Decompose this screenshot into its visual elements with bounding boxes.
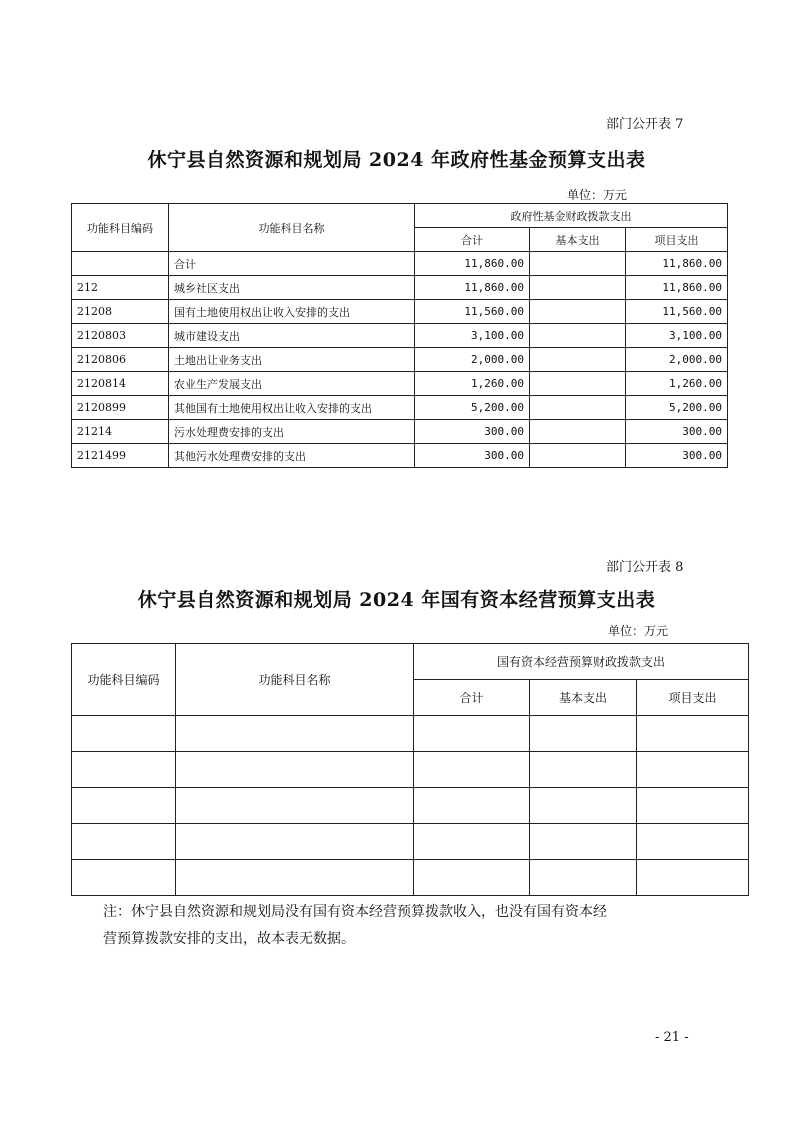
table-row <box>72 348 728 372</box>
cell-project: 5,200.00 <box>626 396 728 420</box>
cell-code <box>72 252 169 276</box>
table8-header-code: 功能科目编码 <box>72 644 176 716</box>
cell-code: 2120803 <box>72 324 169 348</box>
table-row <box>72 444 728 468</box>
table8-header-name: 功能科目名称 <box>176 644 414 716</box>
cell-total: 11,560.00 <box>415 300 530 324</box>
page-number: - 21 - <box>655 1030 689 1045</box>
cell-project: 3,100.00 <box>626 324 728 348</box>
table8-header-project: 项目支出 <box>637 680 749 716</box>
cell-total: 300.00 <box>415 444 530 468</box>
table7-header-project: 项目支出 <box>626 228 728 252</box>
cell-basic <box>530 252 626 276</box>
cell-empty <box>414 716 530 752</box>
table-row <box>72 276 728 300</box>
cell-basic <box>530 324 626 348</box>
cell-empty <box>637 752 749 788</box>
cell-name: 其他污水处理费安排的支出 <box>169 444 415 468</box>
cell-basic <box>530 420 626 444</box>
table7-header-name: 功能科目名称 <box>169 204 415 252</box>
table-row <box>72 420 728 444</box>
table7-unit: 单位：万元 <box>567 188 628 202</box>
table-row <box>72 324 728 348</box>
cell-empty <box>414 824 530 860</box>
cell-name: 农业生产发展支出 <box>169 372 415 396</box>
table-row <box>72 860 749 896</box>
cell-name: 其他国有土地使用权出让收入安排的支出 <box>169 396 415 420</box>
cell-empty <box>414 752 530 788</box>
table8-header-basic: 基本支出 <box>530 680 637 716</box>
cell-code: 21214 <box>72 420 169 444</box>
cell-code: 2120806 <box>72 348 169 372</box>
cell-basic <box>530 348 626 372</box>
cell-code: 212 <box>72 276 169 300</box>
table-row <box>72 300 728 324</box>
cell-empty <box>414 860 530 896</box>
table8-note-line2: 营预算拨款安排的支出，故本表无数据。 <box>103 931 355 947</box>
cell-empty <box>530 860 637 896</box>
cell-code: 2120899 <box>72 396 169 420</box>
cell-project: 11,560.00 <box>626 300 728 324</box>
cell-project: 300.00 <box>626 420 728 444</box>
cell-empty <box>176 788 414 824</box>
cell-basic <box>530 276 626 300</box>
cell-total: 5,200.00 <box>415 396 530 420</box>
cell-empty <box>637 788 749 824</box>
table-row <box>72 824 749 860</box>
cell-project: 1,260.00 <box>626 372 728 396</box>
table8-title: 休宁县自然资源和规划局 2024 年国有资本经营预算支出表 <box>137 589 656 611</box>
cell-basic <box>530 396 626 420</box>
table7-label: 部门公开表 7 <box>606 117 684 132</box>
table7-header-code: 功能科目编码 <box>72 204 169 252</box>
table-row <box>72 752 749 788</box>
table7-header-total: 合计 <box>415 228 530 252</box>
cell-empty <box>176 716 414 752</box>
cell-name: 污水处理费安排的支出 <box>169 420 415 444</box>
cell-total: 11,860.00 <box>415 252 530 276</box>
cell-empty <box>176 860 414 896</box>
cell-empty <box>72 752 176 788</box>
cell-name: 合计 <box>169 252 415 276</box>
cell-name: 土地出让业务支出 <box>169 348 415 372</box>
table-row <box>72 372 728 396</box>
cell-empty <box>72 824 176 860</box>
cell-empty <box>530 824 637 860</box>
table-row <box>72 252 728 276</box>
cell-code: 21208 <box>72 300 169 324</box>
cell-empty <box>637 860 749 896</box>
cell-empty <box>414 788 530 824</box>
table8-header-total: 合计 <box>414 680 530 716</box>
cell-code: 2121499 <box>72 444 169 468</box>
table8-unit: 单位：万元 <box>608 624 669 638</box>
table7 <box>71 203 728 468</box>
table8 <box>71 643 749 896</box>
table8-header-group: 国有资本经营预算财政拨款支出 <box>414 644 749 680</box>
table8-note-line1: 注：休宁县自然资源和规划局没有国有资本经营预算拨款收入，也没有国有资本经 <box>103 904 607 920</box>
cell-empty <box>72 860 176 896</box>
cell-project: 11,860.00 <box>626 252 728 276</box>
cell-basic <box>530 444 626 468</box>
cell-code: 2120814 <box>72 372 169 396</box>
cell-total: 300.00 <box>415 420 530 444</box>
table-row <box>72 716 749 752</box>
cell-empty <box>72 716 176 752</box>
cell-empty <box>176 824 414 860</box>
table7-header-group: 政府性基金财政拨款支出 <box>415 204 728 228</box>
table7-title: 休宁县自然资源和规划局 2024 年政府性基金预算支出表 <box>147 149 646 171</box>
cell-empty <box>176 752 414 788</box>
cell-empty <box>530 788 637 824</box>
cell-name: 国有土地使用权出让收入安排的支出 <box>169 300 415 324</box>
table-row <box>72 788 749 824</box>
cell-total: 3,100.00 <box>415 324 530 348</box>
cell-basic <box>530 300 626 324</box>
table8-label: 部门公开表 8 <box>606 560 684 575</box>
cell-name: 城市建设支出 <box>169 324 415 348</box>
cell-total: 2,000.00 <box>415 348 530 372</box>
table7-header-basic: 基本支出 <box>530 228 626 252</box>
cell-project: 300.00 <box>626 444 728 468</box>
cell-total: 11,860.00 <box>415 276 530 300</box>
cell-empty <box>530 752 637 788</box>
cell-project: 11,860.00 <box>626 276 728 300</box>
cell-name: 城乡社区支出 <box>169 276 415 300</box>
table-row <box>72 396 728 420</box>
cell-empty <box>530 716 637 752</box>
cell-basic <box>530 372 626 396</box>
cell-empty <box>637 716 749 752</box>
cell-empty <box>72 788 176 824</box>
cell-project: 2,000.00 <box>626 348 728 372</box>
cell-total: 1,260.00 <box>415 372 530 396</box>
cell-empty <box>637 824 749 860</box>
